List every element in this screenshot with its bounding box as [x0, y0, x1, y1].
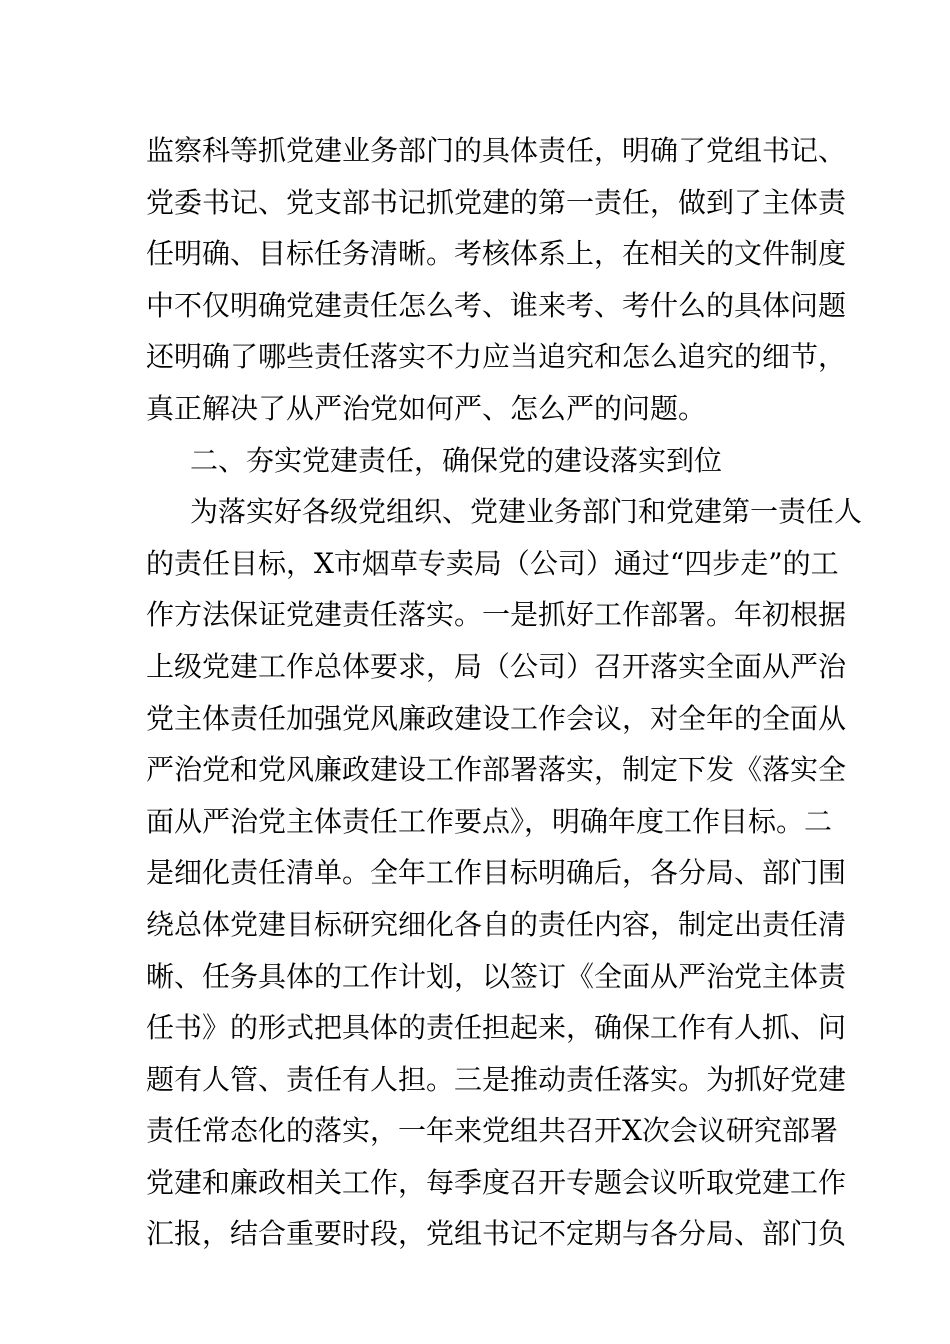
text-line: 责任常态化的落实，一年来党组共召开X次会议研究部署	[146, 1114, 838, 1148]
text-line: 任明确、目标任务清晰。考核体系上，在相关的文件制度	[146, 237, 847, 271]
paragraph-first-line: 为落实好各级党组织、党建业务部门和党建第一责任人	[190, 495, 863, 529]
text-line: 监察科等抓党建业务部门的具体责任，明确了党组书记、	[146, 134, 847, 167]
section-heading: 二、夯实党建责任，确保党的建设落实到位	[190, 443, 723, 477]
text-line: 还明确了哪些责任落实不力应当追究和怎么追究的细节，	[146, 340, 847, 374]
text-line: 的责任目标，X市烟草专卖局（公司）通过“四步走”的工	[146, 546, 839, 580]
text-line: 是细化责任清单。全年工作目标明确后，各分局、部门围	[146, 856, 847, 890]
text-line: 作方法保证党建责任落实。一是抓好工作部署。年初根据	[146, 598, 847, 632]
body-text	[146, 125, 863, 1260]
text-line: 党主体责任加强党风廉政建设工作会议，对全年的全面从	[146, 701, 847, 735]
text-line: 题有人管、责任有人担。三是推动责任落实。为抓好党建	[146, 1062, 847, 1096]
text-line: 汇报，结合重要时段，党组书记不定期与各分局、部门负	[146, 1217, 847, 1251]
text-line: 中不仅明确党建责任怎么考、谁来考、考什么的具体问题	[146, 288, 847, 322]
text-line: 晰、任务具体的工作计划，以签订《全面从严治党主体责	[146, 959, 847, 993]
text-line: 严治党和党风廉政建设工作部署落实，制定下发《落实全	[146, 753, 847, 787]
text-line: 面从严治党主体责任工作要点》，明确年度工作目标。二	[146, 804, 833, 838]
text-line: 真正解决了从严治党如何严、怎么严的问题。	[146, 391, 707, 425]
text-line: 绕总体党建目标研究细化各自的责任内容，制定出责任清	[146, 907, 847, 941]
text-line: 任书》的形式把具体的责任担起来，确保工作有人抓、问	[146, 1011, 847, 1045]
text-line: 上级党建工作总体要求，局（公司）召开落实全面从严治	[146, 649, 847, 683]
text-line: 党委书记、党支部书记抓党建的第一责任，做到了主体责	[146, 185, 847, 219]
text-line: 党建和廉政相关工作，每季度召开专题会议听取党建工作	[146, 1165, 847, 1199]
